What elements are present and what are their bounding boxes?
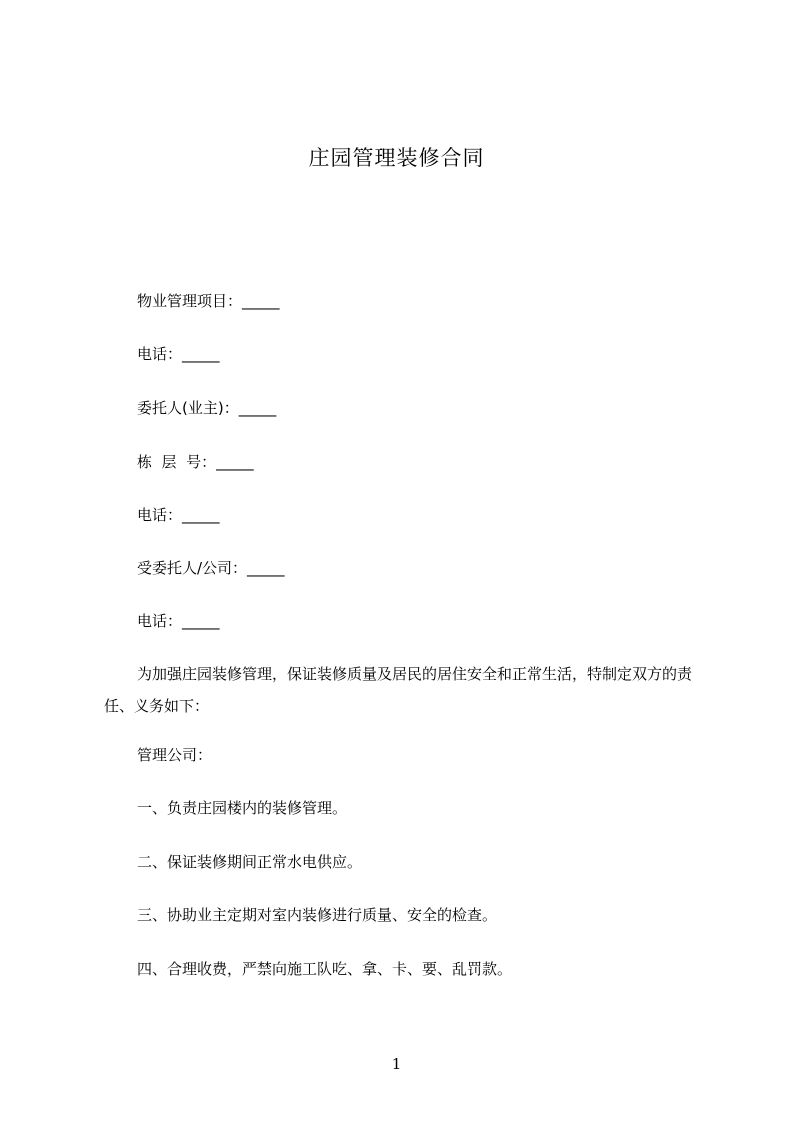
list-item: 三、协助业主定期对室内装修进行质量、安全的检查。 [137,906,498,924]
field-phone-3: 电话：_____ [137,612,220,630]
list-item: 一、负责庄园楼内的装修管理。 [137,799,348,817]
page-number: 1 [391,1055,402,1073]
field-building-floor-number: 栋 层 号：_____ [137,453,254,471]
field-contractor-company: 受委托人/公司：_____ [137,559,285,577]
field-client-owner: 委托人(业主)：_____ [137,399,277,417]
field-phone-2: 电话：_____ [137,506,220,524]
field-phone-1: 电话：_____ [137,345,220,363]
list-item: 四、合理收费，严禁向施工队吃、拿、卡、要、乱罚款。 [137,960,513,978]
list-item: 二、保证装修期间正常水电供应。 [137,853,363,871]
intro-paragraph: 为加强庄园装修管理，保证装修质量及居民的居住安全和正常生活，特制定双方的责任、义务如下： [104,665,693,715]
document-title: 庄园管理装修合同 [308,146,485,170]
field-property-project: 物业管理项目：_____ [137,292,280,310]
section-heading-management-company: 管理公司： [137,746,213,764]
